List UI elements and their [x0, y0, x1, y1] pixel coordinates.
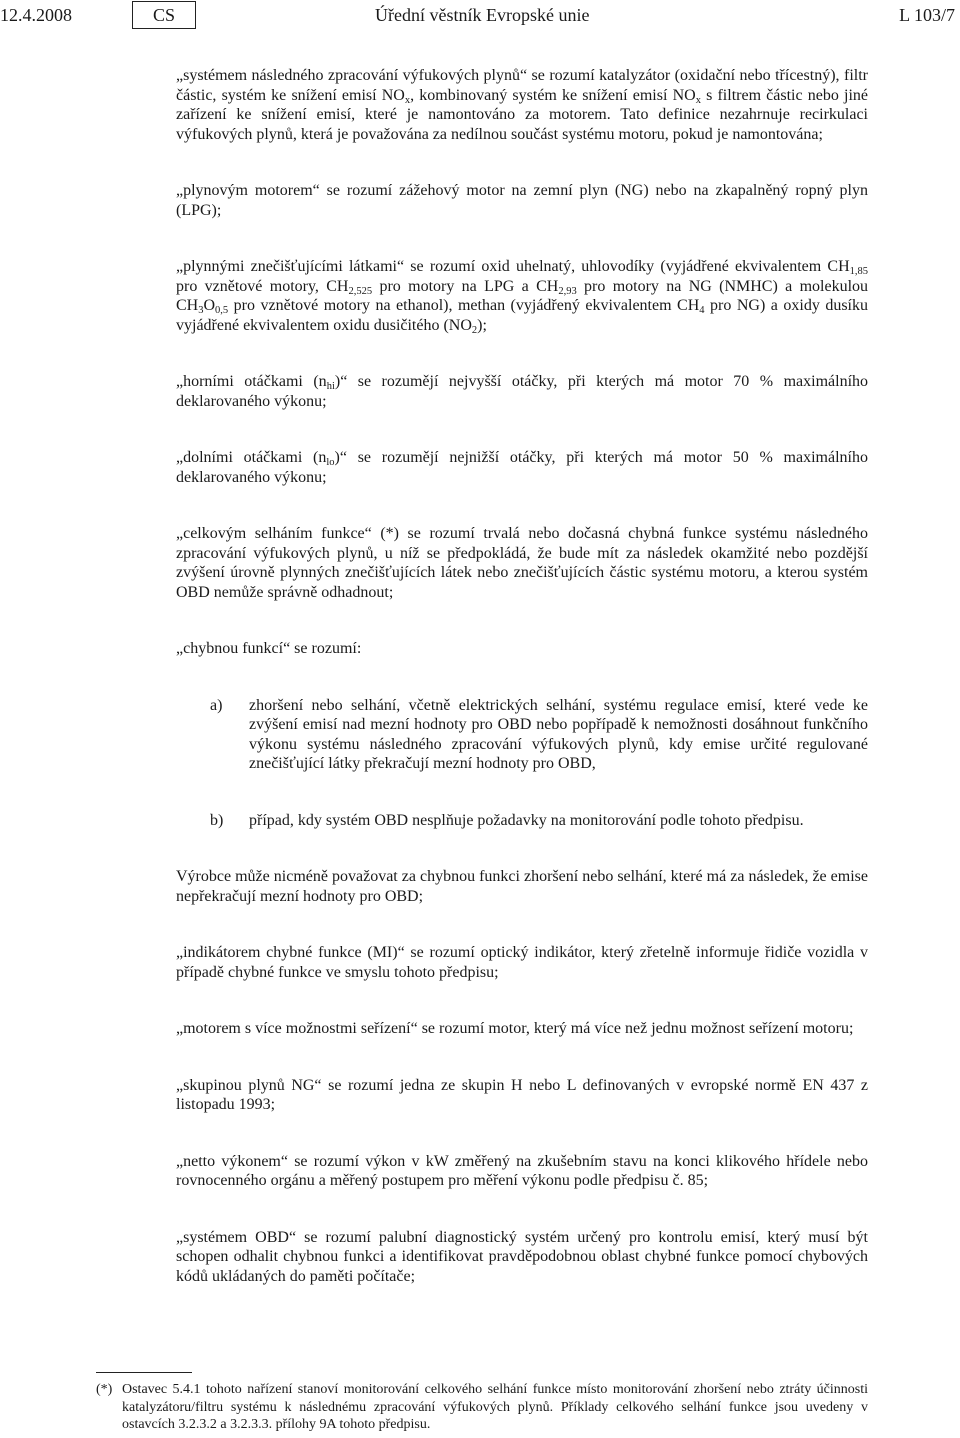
- list-label-b: b): [210, 811, 224, 829]
- list-item-a: a) zhoršení nebo selhání, včetně elektrických selhání, systému regulace emisí, které vede ke zvýšení emisí nad mezní hodnoty pro OBD nebo popřípadě k nemožnosti dosáhnout funkčního výkonu systému následného zpracování výfukových plynů, kdy emise určité regulované znečišťující látky překračují mezní hodnoty pro OBD,: [210, 696, 868, 772]
- footnote-text: Ostavec 5.4.1 tohoto nařízení stanoví monitorování celkového selhání funkce místo monitorování zhoršení nebo ztráty účinnosti katalyzátoru/filtru systému k následnému zpracování výfukových plynů. Příklady celkového selhání funkce jsou uvedeny v ostavcích 3.2.3.2 a 3.2.3.3. přílohy 9A tohoto předpisu.: [122, 1382, 868, 1432]
- document-body: [176, 66, 868, 1286]
- list-label-a: a): [210, 696, 223, 714]
- footnote: [96, 1381, 868, 1434]
- definition-high-speed: „horními otáčkami $(n_{hi})“$ se rozumějí nejvyšší otáčky, při kterých má motor 70 % maximálního deklarovaného výkonu;: [176, 373, 869, 410]
- manufacturer-note: Výrobce může nicméně považovat za chybnou funkci zhoršení nebo selhání, které má za následek, že emise nepřekračují mezní hodnoty pro OBD;: [176, 868, 868, 905]
- footnote-divider: [96, 1372, 192, 1373]
- definition-exhaust-aftertreatment: „systémem následného zpracování výfukových plynů“ se rozumí katalyzátor (oxidační nebo třícestný), filtr částic, systém ke snížení emisí $NO_x$, kombinovaný systém ke snížení emisí $NO_x$ s filtrem částic nebo jiné zařízení ke snížení emisí, které je namontováno za motorem. Tato definice nezahrnuje recirkulaci výfukových plynů, která je považována za nedílnou součást systému motoru, pokud je namontována;: [176, 67, 869, 143]
- journal-title: Úřední věstník Evropské unie: [375, 5, 590, 25]
- definition-ng-gas-group: „skupinou plynů NG“ se rozumí jedna ze skupin H nebo L definovaných v evropské normě EN 437 z listopadu 1993;: [176, 1076, 868, 1113]
- definition-malfunction-indicator: „indikátorem chybné funkce (MI)“ se rozumí optický indikátor, který zřetelně informuje řidiče vozidla v případě chybné funkce ve smyslu tohoto předpisu;: [176, 944, 868, 981]
- page-header: [0, 3, 960, 33]
- definition-total-functional-failure: „celkovým selháním funkce“ (*) se rozumí trvalá nebo dočasná chybná funkce systému následného zpracování výfukových plynů, u níž se předpokládá, že bude mít za následek okamžité nebo pozdější zvýšení úrovně plynných znečišťujících látek nebo znečišťujících částic systému motoru, a kterou systém OBD nemůže správně odhadnout;: [176, 525, 868, 601]
- definition-obd-system: „systémem OBD“ se rozumí palubní diagnostický systém určený pro kontrolu emisí, který musí být schopen odhalit chybnou funkci a identifikovat pravděpodobnou oblast chybné funkce pomocí chybových kódů ukládaných do paměti počítače;: [176, 1228, 868, 1285]
- definition-gas-engine: „plynovým motorem“ se rozumí zážehový motor na zemní plyn (NG) nebo na zkapalněný ropný plyn (LPG);: [176, 182, 868, 219]
- list-item-b: b) případ, kdy systém OBD nesplňuje požadavky na monitorování podle tohoto předpisu.: [210, 811, 804, 829]
- footnote-mark: (*): [96, 1382, 113, 1397]
- definition-low-speed: „dolními otáčkami $(n_{lo})“$ se rozumějí nejnižší otáčky, při kterých má motor 50 % maximálního deklarovaného výkonu;: [176, 449, 868, 486]
- page-reference: L 103/7: [899, 5, 955, 25]
- definition-multi-setting-engine: „motorem s více možnostmi seřízení“ se rozumí motor, který má více než jednu možnost seřízení motoru;: [176, 1020, 854, 1037]
- definition-net-power: „netto výkonem“ se rozumí výkon v kW změřený na zkušebním stavu na konci klikového hřídele nebo rovnocenného orgánu a měřený postupem pro měření výkonu podle předpisu č. 85;: [176, 1152, 868, 1189]
- definition-malfunction-intro: „chybnou funkcí“ se rozumí:: [176, 640, 362, 657]
- publication-date: 12.4.2008: [0, 5, 72, 25]
- definition-gaseous-pollutants: „plynnými znečišťujícími látkami“ se rozumí oxid uhelnatý, uhlovodíky (vyjádřené ekvivalentem $CH_{1,85}$ pro vznětové motory, $CH_{2,525}$ pro motory na LPG a $CH_{2,93}$ pro motory na NG (NMHC) a molekulou $CH_3O_{0,5}$ pro vznětové motory na ethanol), methan (vyjádřený ekvivalentem $CH_4$ pro NG) a oxidy dusíku vyjádřené ekvivalentem oxidu dusičitého $(NO_2)$;: [176, 258, 869, 336]
- language-badge: CS: [132, 1, 196, 29]
